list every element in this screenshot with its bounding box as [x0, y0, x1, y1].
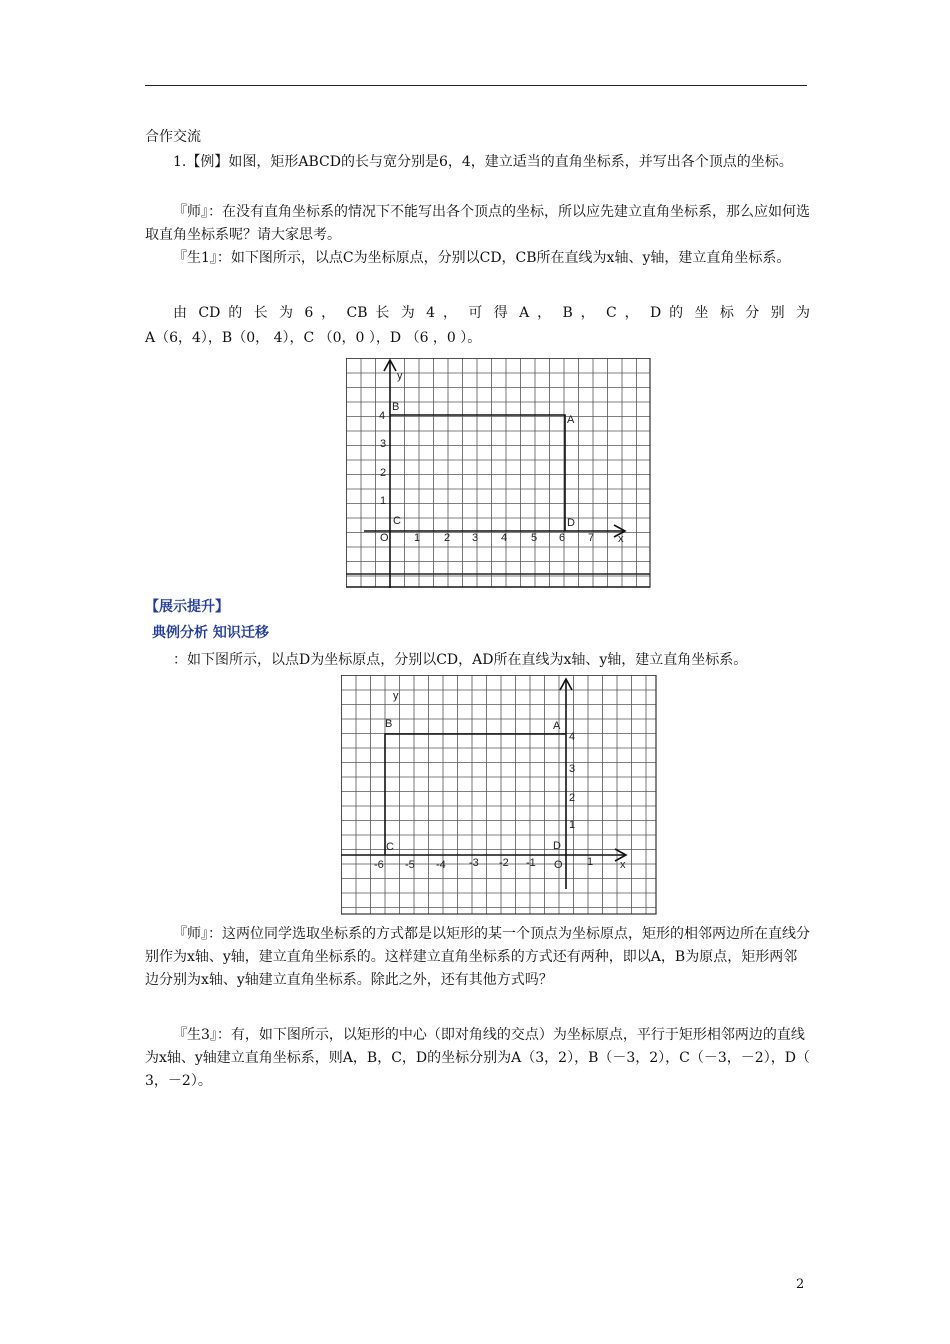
heading-analysis: 典例分析 知识迁移 — [152, 625, 269, 641]
point-label-d: D — [553, 840, 561, 852]
x-tick-6: 6 — [559, 532, 566, 544]
student3-paragraph: 『生3』：有，如下图所示，以矩形的中心（即对角线的交点）为坐标原点，平行于矩形相邻两边的直线为x轴、y轴建立直角坐标系，则A，B，C，D的坐标分别为A（3，2），B（－3，2），C（－3，－2），D（ 3，－2）。 — [145, 1027, 810, 1089]
x-tick-neg3: -3 — [469, 857, 479, 869]
x-tick-neg4: -4 — [436, 859, 446, 871]
x-axis-label: x — [618, 533, 624, 545]
x-tick-neg5: -5 — [405, 859, 415, 871]
teacher-summary-paragraph: 『师』：这两位同学选取坐标系的方式都是以矩形的某一个顶点为坐标原点，矩形的相邻两边所在直线分别作为x轴、y轴，建立直角坐标系的。这样建立直角坐标系的方式还有两种，即以A，B为原点，矩形两邻边分别为x轴、y轴建立直角坐标系。除此之外，还有其他方式吗？ — [145, 926, 810, 988]
y-axis-label: y — [397, 370, 403, 382]
example-paragraph: 1.【例】如图，矩形ABCD的长与宽分别是6，4，建立适当的直角坐标系，并写出各个顶点的坐标。 — [173, 154, 793, 170]
x-tick-neg2: -2 — [499, 857, 509, 869]
rectangle-abcd — [385, 734, 566, 855]
student1-paragraph: 『生1』：如下图所示，以点C为坐标原点，分别以CD，CB所在直线为x轴、y轴，建立直角坐标系。 — [173, 250, 791, 266]
y-tick-4: 4 — [379, 410, 386, 422]
y-tick-2: 2 — [569, 792, 576, 804]
student2-paragraph: ：如下图所示，以点D为坐标原点，分别以CD，AD所在直线为x轴、y轴，建立直角坐标系。 — [173, 652, 748, 668]
rectangle-abcd — [390, 415, 565, 531]
teacher-paragraph: 『师』：在没有直角坐标系的情况下不能写出各个顶点的坐标，所以应先建立直角坐标系，那么应如何选取直角坐标系呢？请大家思考。 — [145, 204, 810, 243]
point-label-a: A — [567, 414, 575, 426]
section-heading: 合作交流 — [145, 129, 201, 145]
heading-show: 【展示提升】 — [145, 599, 229, 615]
point-label-d: D — [567, 517, 575, 529]
coords-line1: 由 CD 的 长 为 6 ， CB 长 为 4 ， 可 得 A ， B ， C ， D 的 坐 标 分 别 为 — [173, 305, 810, 321]
y-tick-1: 1 — [380, 495, 387, 507]
grid-lines-1 — [346, 358, 650, 587]
y-tick-1: 1 — [569, 819, 576, 831]
point-label-c: C — [393, 515, 401, 527]
figure-1-coordinate-grid — [346, 358, 652, 590]
point-label-c: C — [386, 841, 394, 853]
y-tick-3: 3 — [380, 438, 387, 450]
grid-lines-2 — [341, 675, 656, 914]
page-number: 2 — [796, 1277, 805, 1292]
x-axis-label: x — [620, 859, 626, 871]
y-tick-3: 3 — [569, 763, 576, 775]
y-tick-4: 4 — [569, 731, 576, 743]
x-tick-2: 2 — [444, 532, 451, 544]
origin-label: O — [380, 532, 389, 544]
x-tick-7: 7 — [588, 532, 595, 544]
coords-line2: A（6，4），B（0， 4），C （0，0 ），D （6 ，0 ）。 — [145, 330, 482, 346]
origin-label: O — [554, 859, 563, 871]
x-tick-5: 5 — [531, 532, 538, 544]
point-label-b: B — [392, 401, 400, 413]
x-tick-1: 1 — [587, 856, 594, 868]
x-tick-neg6: -6 — [374, 859, 384, 871]
x-tick-4: 4 — [501, 532, 508, 544]
point-label-a: A — [553, 720, 561, 732]
figure-2-coordinate-grid — [341, 675, 659, 917]
y-axis-label: y — [393, 690, 399, 702]
header-rule — [145, 85, 807, 86]
point-label-b: B — [385, 718, 393, 730]
x-tick-3: 3 — [472, 532, 479, 544]
y-tick-2: 2 — [380, 467, 387, 479]
x-tick-neg1: -1 — [526, 857, 536, 869]
x-tick-1: 1 — [414, 532, 421, 544]
